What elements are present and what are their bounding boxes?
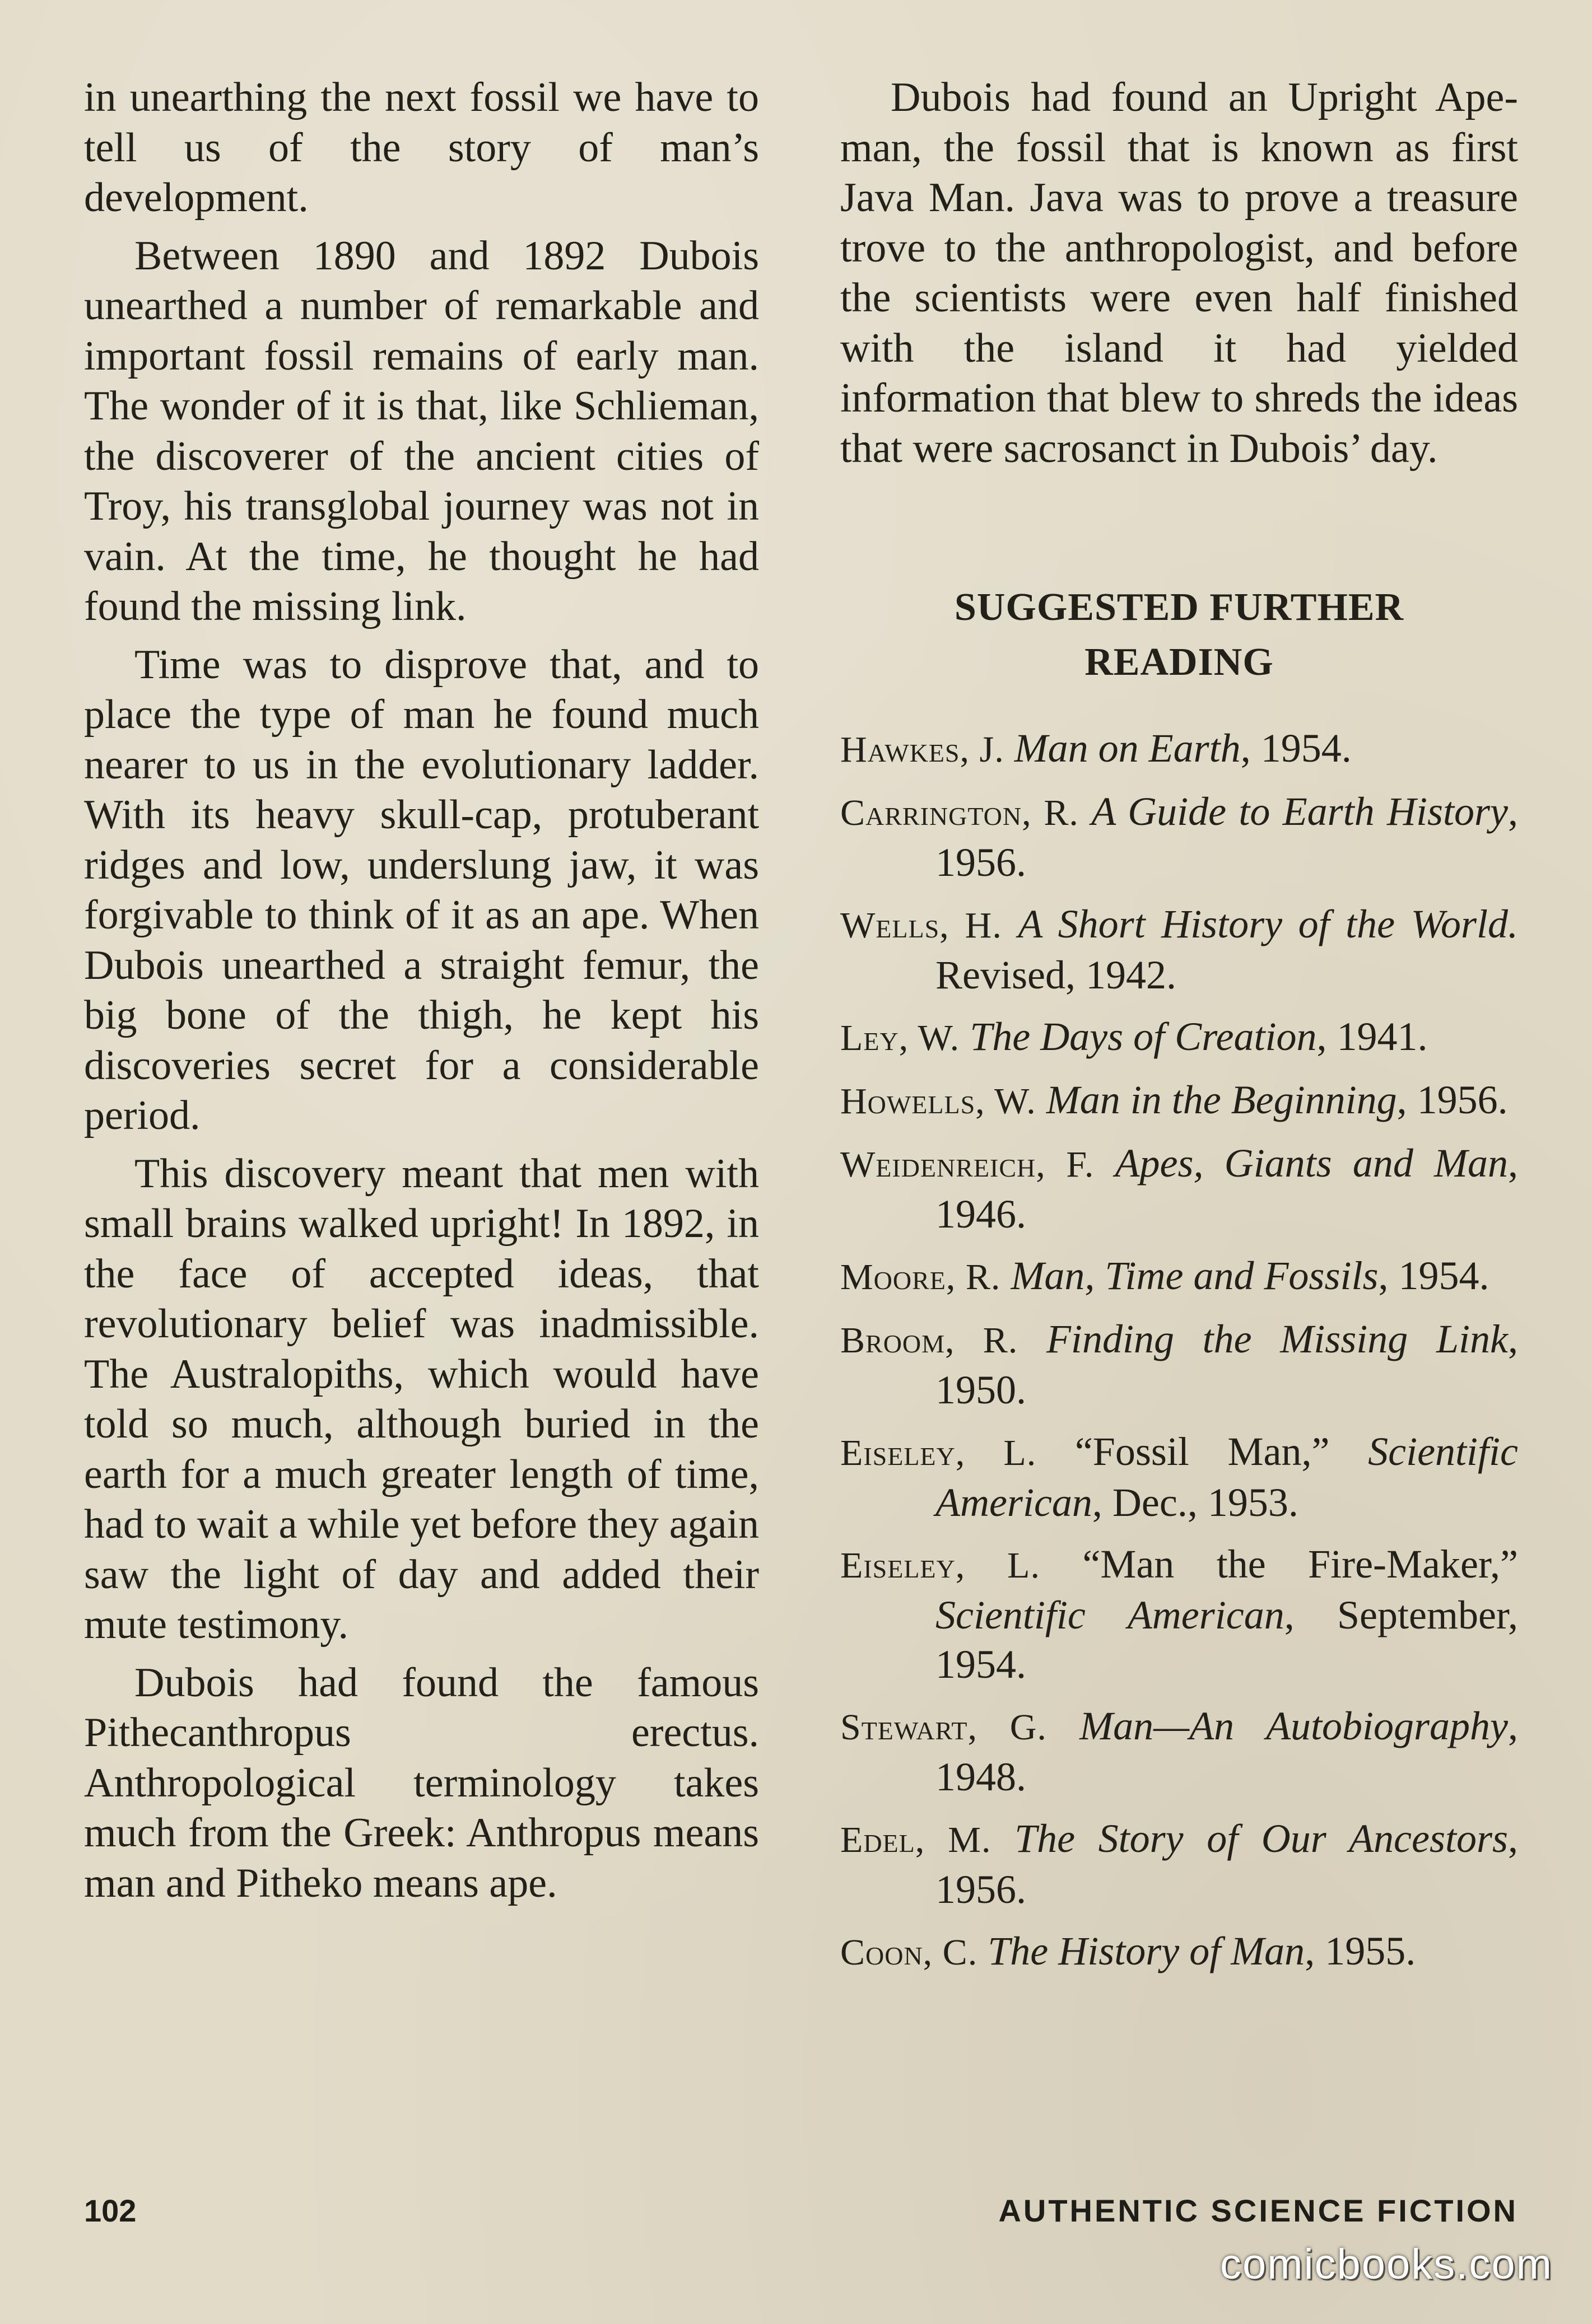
- reference-suffix: , 1954.: [1378, 1253, 1489, 1298]
- reference-title: Man—An Autobiography: [1079, 1704, 1509, 1748]
- reference-author: Eiseley, L.: [840, 1432, 1037, 1473]
- body-paragraph: in unearthing the next fossil we have to tell us of the story of man’s development.: [84, 74, 759, 221]
- reference-item: [840, 724, 1518, 774]
- body-paragraph: Time was to disprove that, and to place the type of man he found much nearer to us in the evolutionary ladder. With its heavy skull-cap, protuberant ridges and low, underslung jaw, it was forgivable to think of it as an ape. When Dubois unearthed a straight femur, the big bone of the thigh, he kept his discoveries secret for a considerable period.: [84, 641, 759, 1138]
- reference-item: [840, 899, 1518, 1000]
- watermark-text: comicbooks.com: [1220, 2241, 1553, 2288]
- body-paragraph: Between 1890 and 1892 Dubois unearthed a number of remarkable and important fossil remains of early man. The wonder of it is that, like Schlieman, the discoverer of the ancient cities of Troy, his transglobal journey was not in vain. At the time, he thought he had found the missing link.: [84, 232, 759, 629]
- reference-item: [840, 1701, 1518, 1802]
- reference-author: Carrington, R.: [840, 792, 1079, 833]
- reference-item: [840, 1427, 1518, 1527]
- reference-title: Man, Time and Fossils: [1011, 1253, 1379, 1298]
- body-paragraph: Dubois had found the famous Pithecanthropus erectus. Anthropological terminology takes much from the Greek: Anthropus means man and Pitheko means ape.: [84, 1659, 759, 1906]
- reference-author: Hawkes, J.: [840, 729, 1004, 770]
- reference-item: [840, 1251, 1518, 1302]
- reference-item: [840, 1138, 1518, 1239]
- page-footer: [84, 2192, 1518, 2237]
- reference-suffix: , 1956.: [935, 1816, 1519, 1912]
- reference-author: Ley, W.: [840, 1018, 960, 1058]
- reference-suffix: Revised, 1942.: [935, 953, 1176, 997]
- reference-suffix: , 1955.: [1305, 1929, 1416, 1973]
- reference-prefix: “Fossil Man,”: [1074, 1429, 1368, 1474]
- reference-title: Scientific American: [935, 1429, 1518, 1525]
- reference-author: Weidenreich, F.: [840, 1144, 1095, 1185]
- body-paragraph: Dubois had found an Upright Ape-man, the fossil that is known as first Java Man. Java was to prove a treasure trove to the anthropologist, and before the scientists were even half finished with the island it had yielded information that blew to shreds the ideas that were sacrosanct in Dubois’ day.: [840, 74, 1518, 472]
- reference-author: Edel, M.: [840, 1819, 991, 1860]
- reference-title: Finding the Missing Link: [1046, 1317, 1508, 1361]
- reference-author: Eiseley, L.: [840, 1545, 1040, 1586]
- reference-suffix: , 1946.: [935, 1141, 1518, 1236]
- reference-suffix: , 1948.: [935, 1704, 1519, 1799]
- suggested-reading-heading: SUGGESTED FURTHER READING: [954, 586, 1404, 684]
- reference-title: The Story of Our Ancestors: [1014, 1816, 1509, 1861]
- reference-author: Broom, R.: [840, 1320, 1018, 1361]
- reference-item: [840, 787, 1518, 887]
- reference-author: Coon, C.: [840, 1932, 978, 1973]
- reference-suffix: , September, 1954.: [935, 1593, 1518, 1687]
- reference-item: [840, 1814, 1518, 1914]
- reference-suffix: , 1956.: [1397, 1077, 1508, 1122]
- reference-title: A Guide to Earth History: [1091, 789, 1508, 834]
- body-paragraph: This discovery meant that men with small brains walked upright! In 1892, in the face of accepted ideas, that revolutionary belief was inadmissible. The Australopiths, which would have told so much, although buried in the earth for a much greater length of time, had to wait a while yet before they again saw the light of day and added their mute testimony.: [84, 1150, 759, 1648]
- running-title: AUTHENTIC SCIENCE FICTION: [998, 2193, 1518, 2228]
- reference-author: Wells, H.: [840, 905, 1002, 946]
- reference-item: [840, 1012, 1518, 1063]
- reference-item: [840, 1539, 1518, 1689]
- reference-item: [840, 1926, 1518, 1977]
- reference-title: Scientific American: [935, 1593, 1284, 1637]
- reference-suffix: , 1941.: [1316, 1014, 1428, 1059]
- reference-suffix: , 1956.: [935, 789, 1518, 885]
- reference-item: [840, 1075, 1518, 1126]
- reference-author: Moore, R.: [840, 1257, 1001, 1298]
- reference-suffix: , 1950.: [935, 1317, 1518, 1412]
- reference-title: Apes, Giants and Man: [1115, 1141, 1508, 1186]
- reference-title: Man in the Beginning: [1046, 1077, 1397, 1122]
- reference-title: The Days of Creation: [970, 1014, 1317, 1059]
- reference-author: Stewart, G.: [840, 1707, 1047, 1748]
- reference-item: [840, 1314, 1518, 1415]
- left-text-column: [84, 73, 759, 1908]
- reference-title: Man on Earth: [1014, 726, 1241, 771]
- right-text-column: [840, 73, 1518, 2019]
- reference-title: The History of Man: [988, 1929, 1305, 1973]
- reference-title: A Short History of the World.: [1018, 902, 1519, 946]
- reference-suffix: , 1954.: [1240, 726, 1352, 771]
- page-number: 102: [84, 2193, 137, 2228]
- reference-author: Howells, W.: [840, 1081, 1036, 1122]
- reference-prefix: “Man the Fire-Maker,”: [1082, 1542, 1518, 1586]
- reference-list: [840, 724, 1518, 1977]
- reference-suffix: , Dec., 1953.: [1092, 1480, 1298, 1525]
